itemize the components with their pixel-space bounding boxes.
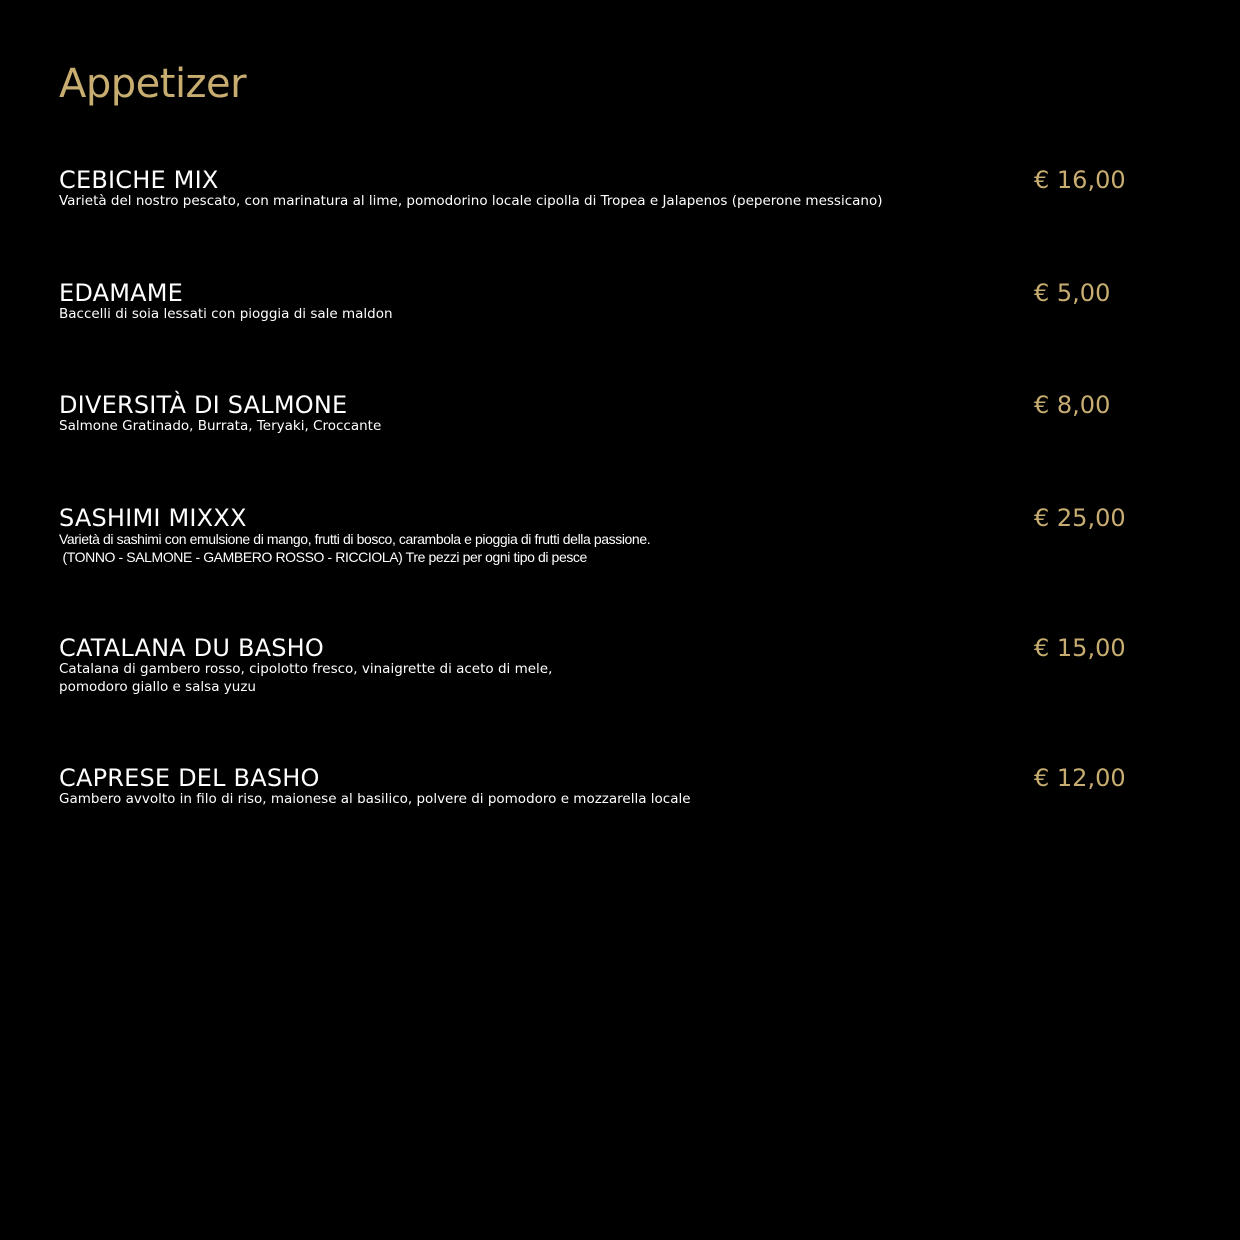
menu-item-name: SASHIMI MIXXX	[59, 504, 247, 532]
menu-item-price: € 8,00	[1034, 391, 1111, 419]
menu-item-description: Varietà di sashimi con emulsione di mango, frutti di bosco, carambola e pioggia di frutti della passione. (TONNO - SALMONE - GAMBERO ROSSO - RICCIOLA) Tre pezzi per ogni tipo di pesce	[59, 531, 651, 565]
menu-item-description: Baccelli di soia lessati con pioggia di sale maldon	[59, 306, 393, 322]
menu-item-name: DIVERSITÀ DI SALMONE	[59, 391, 348, 419]
section-title: Appetizer	[59, 61, 247, 107]
menu-item-name: CEBICHE MIX	[59, 166, 219, 194]
menu-item-description: Varietà del nostro pescato, con marinatura al lime, pomodorino locale cipolla di Tropea e Jalapenos (peperone messicano)	[59, 193, 883, 209]
menu-item-description: Gambero avvolto in filo di riso, maionese al basilico, polvere di pomodoro e mozzarella locale	[59, 791, 691, 807]
menu-item-name: EDAMAME	[59, 279, 184, 307]
menu-item-price: € 12,00	[1034, 764, 1126, 792]
menu-item-name: CATALANA DU BASHO	[59, 634, 324, 662]
menu-item-price: € 25,00	[1034, 504, 1126, 532]
menu-item-price: € 5,00	[1034, 279, 1111, 307]
menu-item-description: Salmone Gratinado, Burrata, Teryaki, Croccante	[59, 418, 382, 434]
menu-item-description: Catalana di gambero rosso, cipolotto fresco, vinaigrette di aceto di mele, pomodoro giallo e salsa yuzu	[59, 661, 553, 695]
menu-item-price: € 15,00	[1034, 634, 1126, 662]
menu-item-price: € 16,00	[1034, 166, 1126, 194]
menu-item-name: CAPRESE DEL BASHO	[59, 764, 320, 792]
